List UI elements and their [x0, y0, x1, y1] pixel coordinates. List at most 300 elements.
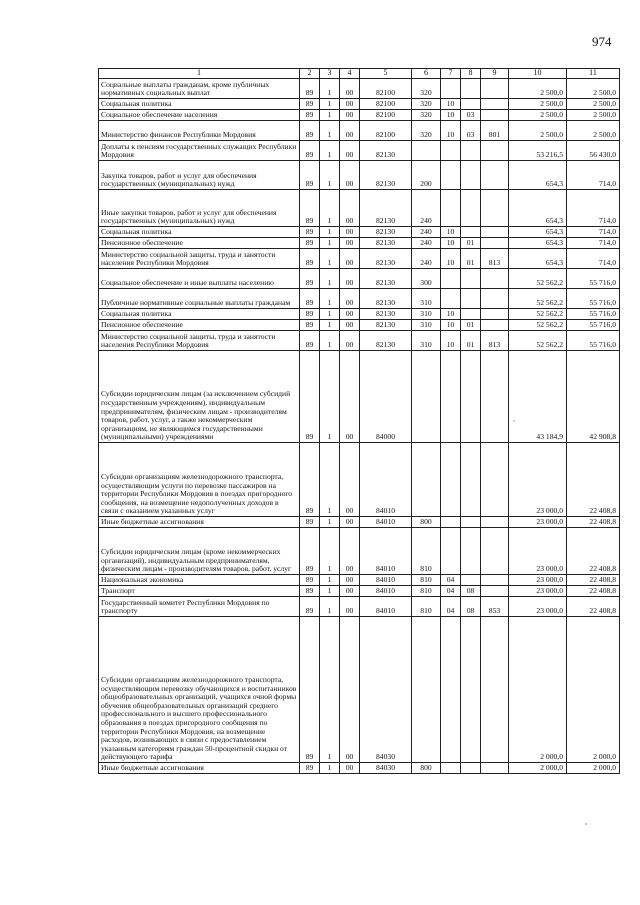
cell-col-4: 00 [340, 227, 360, 238]
cell-col-9 [481, 517, 509, 528]
cell-col-9 [481, 99, 509, 110]
cell-col-9 [481, 79, 509, 99]
cell-col-8 [461, 575, 481, 586]
cell-col-11: 22 408,8 [567, 517, 620, 528]
cell-col-7: 10 [441, 99, 461, 110]
cell-col-8 [461, 269, 481, 289]
cell-name: Социальные выплаты гражданам, кроме публичных нормативных социальных выплат [99, 79, 300, 99]
cell-col-6: 810 [412, 575, 441, 586]
cell-col-4: 00 [340, 763, 360, 774]
cell-col-2: 89 [300, 517, 320, 528]
cell-col-10: 23 000,0 [509, 443, 567, 517]
cell-col-10: 2 500,0 [509, 79, 567, 99]
cell-col-8 [461, 190, 481, 227]
table-row [99, 351, 620, 443]
cell-col-5: 82130 [360, 249, 412, 269]
cell-col-10: 52 562,2 [509, 269, 567, 289]
cell-col-2: 89 [300, 763, 320, 774]
cell-col-11: 714,0 [567, 190, 620, 227]
table-row [99, 227, 620, 238]
table-row [99, 121, 620, 141]
cell-col-7: 04 [441, 597, 461, 617]
cell-col-6 [412, 351, 441, 443]
cell-name: Министерство финансов Республики Мордовия [99, 121, 300, 141]
cell-col-11: 22 408,8 [567, 586, 620, 597]
cell-col-9 [481, 161, 509, 190]
header-cell: 5 [360, 69, 412, 79]
cell-col-9 [481, 575, 509, 586]
cell-col-4: 00 [340, 121, 360, 141]
cell-col-7 [441, 763, 461, 774]
cell-col-3: 1 [320, 269, 340, 289]
cell-col-10: 23 000,0 [509, 517, 567, 528]
cell-col-2: 89 [300, 320, 320, 331]
cell-col-3: 1 [320, 141, 340, 161]
cell-col-7 [441, 351, 461, 443]
cell-col-7 [441, 79, 461, 99]
cell-col-2: 89 [300, 617, 320, 763]
cell-col-8 [461, 528, 481, 575]
cell-col-9 [481, 320, 509, 331]
cell-name: Государственный комитет Республики Мордовия по транспорту [99, 597, 300, 617]
cell-col-7: 10 [441, 227, 461, 238]
scan-speck [585, 823, 587, 825]
cell-col-5: 82100 [360, 110, 412, 121]
header-cell: 1 [99, 69, 300, 79]
cell-col-5: 82130 [360, 190, 412, 227]
cell-col-8: 03 [461, 121, 481, 141]
cell-col-8 [461, 763, 481, 774]
cell-name: Министерство социальной защиты, труда и занятости населения Республики Мордовия [99, 331, 300, 351]
cell-col-7: 10 [441, 249, 461, 269]
cell-col-11: 2 500,0 [567, 79, 620, 99]
cell-col-8 [461, 99, 481, 110]
cell-col-6: 810 [412, 597, 441, 617]
cell-col-4: 00 [340, 320, 360, 331]
cell-col-9: 853 [481, 597, 509, 617]
cell-col-4: 00 [340, 249, 360, 269]
table-row [99, 190, 620, 227]
cell-col-11: 55 716,0 [567, 320, 620, 331]
cell-col-9: 801 [481, 121, 509, 141]
cell-col-4: 00 [340, 110, 360, 121]
cell-col-8: 01 [461, 320, 481, 331]
cell-col-5: 82130 [360, 141, 412, 161]
cell-col-10: 654,3 [509, 238, 567, 249]
cell-col-9 [481, 586, 509, 597]
cell-col-11: 56 430,0 [567, 141, 620, 161]
cell-col-4: 00 [340, 238, 360, 249]
cell-name: Иные бюджетные ассигнования [99, 763, 300, 774]
header-cell: 8 [461, 69, 481, 79]
cell-col-5: 82100 [360, 99, 412, 110]
cell-name: Субсидии организациям железнодорожного транспорта, осуществляющим услуги по перевозке пассажиров на территории Республики Мордовия в поездах пригородного сообщения, на возмещение недополученных доходов в связи с оказанием указанных услуг [99, 443, 300, 517]
cell-col-6 [412, 443, 441, 517]
cell-name: Социальная политика [99, 99, 300, 110]
cell-col-5: 82130 [360, 309, 412, 320]
cell-col-5: 84010 [360, 586, 412, 597]
cell-col-2: 89 [300, 597, 320, 617]
cell-col-3: 1 [320, 517, 340, 528]
table-row [99, 161, 620, 190]
cell-col-5: 82100 [360, 121, 412, 141]
cell-col-10: 43 184,9 [509, 351, 567, 443]
table-row [99, 238, 620, 249]
table-row [99, 617, 620, 763]
cell-col-3: 1 [320, 586, 340, 597]
table-row [99, 517, 620, 528]
cell-col-4: 00 [340, 597, 360, 617]
cell-col-5: 82100 [360, 79, 412, 99]
cell-col-4: 00 [340, 331, 360, 351]
cell-col-6 [412, 141, 441, 161]
cell-col-11: 42 908,8 [567, 351, 620, 443]
cell-col-11: 2 500,0 [567, 121, 620, 141]
cell-col-5: 84010 [360, 517, 412, 528]
cell-col-7 [441, 141, 461, 161]
cell-col-6: 240 [412, 249, 441, 269]
table-row [99, 289, 620, 309]
table-row [99, 528, 620, 575]
cell-col-3: 1 [320, 289, 340, 309]
cell-col-8 [461, 289, 481, 309]
cell-col-11: 55 716,0 [567, 309, 620, 320]
cell-col-7 [441, 190, 461, 227]
cell-col-3: 1 [320, 249, 340, 269]
cell-col-8 [461, 227, 481, 238]
cell-col-3: 1 [320, 320, 340, 331]
cell-name: Субсидии юридическим лицам (кроме некоммерческих организаций), индивидуальным предпринимателям, физическим лицам - производителям товаров, работ, услуг [99, 528, 300, 575]
cell-col-6: 320 [412, 121, 441, 141]
cell-col-3: 1 [320, 351, 340, 443]
cell-col-8 [461, 309, 481, 320]
cell-col-7 [441, 443, 461, 517]
cell-col-2: 89 [300, 586, 320, 597]
cell-col-2: 89 [300, 121, 320, 141]
cell-col-7: 04 [441, 586, 461, 597]
cell-col-11: 55 716,0 [567, 269, 620, 289]
cell-col-2: 89 [300, 249, 320, 269]
cell-col-5: 82130 [360, 331, 412, 351]
cell-col-7: 10 [441, 331, 461, 351]
cell-name: Транспорт [99, 586, 300, 597]
cell-col-2: 89 [300, 575, 320, 586]
cell-col-11: 22 408,8 [567, 528, 620, 575]
cell-col-4: 00 [340, 269, 360, 289]
cell-name: Субсидии юридическим лицам (за исключением субсидий государственным учреждениям), индивидуальным предпринимателям, физическим лицам - производителям товаров, работ, услуг, а также некоммерческим организациям, не являющимся государственными (муниципальными) учреждениями [99, 351, 300, 443]
cell-col-5: 84010 [360, 528, 412, 575]
cell-col-5: 84010 [360, 575, 412, 586]
cell-col-8 [461, 517, 481, 528]
cell-col-9: 813 [481, 331, 509, 351]
cell-col-11: 714,0 [567, 161, 620, 190]
cell-col-6: 310 [412, 289, 441, 309]
cell-col-4: 00 [340, 79, 360, 99]
cell-col-7: 10 [441, 320, 461, 331]
cell-name: Социальное обеспечение и иные выплаты населению [99, 269, 300, 289]
cell-col-6: 810 [412, 528, 441, 575]
cell-col-10: 2 500,0 [509, 110, 567, 121]
cell-col-9 [481, 617, 509, 763]
cell-col-9 [481, 190, 509, 227]
cell-col-8: 08 [461, 586, 481, 597]
cell-col-5: 84030 [360, 763, 412, 774]
cell-col-4: 00 [340, 443, 360, 517]
cell-name: Пенсионное обеспечение [99, 238, 300, 249]
table-row [99, 249, 620, 269]
cell-name: Субсидии организациям железнодорожного транспорта, осуществляющим перевозку обучающихся и воспитанников общеобразовательных организаций, учащихся очной формы обучения общеобразовательных организаций среднего профессионального и высшего профессионального образования в поездах пригородного сообщения по территории Республики Мордовия, на возмещение расходов, возникающих в связи с предоставлением указанным категориям граждан 50-процентной скидки от действующего тарифа [99, 617, 300, 763]
cell-col-5: 82130 [360, 320, 412, 331]
cell-col-8 [461, 141, 481, 161]
cell-col-8 [461, 79, 481, 99]
table-row [99, 269, 620, 289]
cell-col-4: 00 [340, 99, 360, 110]
cell-col-5: 82130 [360, 289, 412, 309]
cell-col-4: 00 [340, 289, 360, 309]
cell-col-3: 1 [320, 309, 340, 320]
cell-name: Социальная политика [99, 227, 300, 238]
cell-col-2: 89 [300, 227, 320, 238]
table-row [99, 597, 620, 617]
cell-col-7: 10 [441, 309, 461, 320]
cell-col-10: 23 000,0 [509, 575, 567, 586]
cell-col-4: 00 [340, 617, 360, 763]
cell-name: Социальное обеспечение населения [99, 110, 300, 121]
cell-col-6: 320 [412, 79, 441, 99]
table-row [99, 575, 620, 586]
cell-col-9 [481, 110, 509, 121]
cell-col-6: 800 [412, 763, 441, 774]
table-row [99, 110, 620, 121]
cell-col-4: 00 [340, 517, 360, 528]
cell-col-9: 813 [481, 249, 509, 269]
header-cell: 10 [509, 69, 567, 79]
cell-col-11: 2 000,0 [567, 617, 620, 763]
cell-col-5: 84010 [360, 443, 412, 517]
cell-col-8 [461, 161, 481, 190]
cell-col-5: 82130 [360, 269, 412, 289]
cell-col-2: 89 [300, 331, 320, 351]
cell-col-9 [481, 141, 509, 161]
cell-col-2: 89 [300, 161, 320, 190]
cell-name: Министерство социальной защиты, труда и занятости населения Республики Мордовия [99, 249, 300, 269]
cell-col-3: 1 [320, 227, 340, 238]
cell-col-11: 2 500,0 [567, 99, 620, 110]
cell-col-3: 1 [320, 763, 340, 774]
cell-col-2: 89 [300, 99, 320, 110]
cell-col-2: 89 [300, 190, 320, 227]
cell-col-11: 55 716,0 [567, 289, 620, 309]
cell-col-2: 89 [300, 309, 320, 320]
cell-col-11: 22 408,8 [567, 575, 620, 586]
cell-col-9 [481, 269, 509, 289]
cell-col-10: 2 000,0 [509, 763, 567, 774]
header-cell: 2 [300, 69, 320, 79]
table-row [99, 586, 620, 597]
cell-col-3: 1 [320, 121, 340, 141]
cell-col-9 [481, 289, 509, 309]
cell-col-2: 89 [300, 289, 320, 309]
cell-col-7 [441, 269, 461, 289]
cell-col-7 [441, 617, 461, 763]
cell-col-2: 89 [300, 238, 320, 249]
cell-col-7: 10 [441, 238, 461, 249]
cell-col-5: 82130 [360, 238, 412, 249]
cell-col-6: 240 [412, 227, 441, 238]
cell-col-3: 1 [320, 190, 340, 227]
cell-col-8: 01 [461, 331, 481, 351]
header-cell: 7 [441, 69, 461, 79]
cell-col-6: 310 [412, 309, 441, 320]
cell-col-2: 89 [300, 79, 320, 99]
cell-col-10: 2 500,0 [509, 99, 567, 110]
table-row [99, 443, 620, 517]
cell-col-3: 1 [320, 597, 340, 617]
scan-speck [513, 420, 515, 422]
table-row [99, 320, 620, 331]
cell-name: Социальная политика [99, 309, 300, 320]
cell-col-11: 714,0 [567, 249, 620, 269]
cell-col-6: 240 [412, 238, 441, 249]
page-number: 974 [592, 34, 612, 49]
cell-col-2: 89 [300, 110, 320, 121]
cell-col-10: 52 562,2 [509, 289, 567, 309]
cell-col-7: 04 [441, 575, 461, 586]
cell-col-3: 1 [320, 79, 340, 99]
cell-col-3: 1 [320, 99, 340, 110]
cell-col-2: 89 [300, 443, 320, 517]
cell-col-10: 52 562,2 [509, 309, 567, 320]
cell-col-9 [481, 227, 509, 238]
cell-col-4: 00 [340, 575, 360, 586]
cell-col-3: 1 [320, 528, 340, 575]
cell-name: Иные закупки товаров, работ и услуг для обеспечения государственных (муниципальных) нужд [99, 190, 300, 227]
cell-col-10: 654,3 [509, 161, 567, 190]
cell-col-5: 84030 [360, 617, 412, 763]
cell-col-10: 654,3 [509, 249, 567, 269]
cell-col-4: 00 [340, 586, 360, 597]
cell-col-7: 10 [441, 121, 461, 141]
table-row [99, 763, 620, 774]
cell-col-6: 310 [412, 320, 441, 331]
cell-col-7: 10 [441, 110, 461, 121]
cell-col-3: 1 [320, 331, 340, 351]
cell-col-2: 89 [300, 141, 320, 161]
budget-table [98, 68, 620, 774]
cell-name: Иные бюджетные ассигнования [99, 517, 300, 528]
cell-col-8: 08 [461, 597, 481, 617]
cell-col-8: 01 [461, 249, 481, 269]
cell-name: Публичные нормативные социальные выплаты гражданам [99, 289, 300, 309]
header-row [99, 69, 620, 79]
cell-col-8: 03 [461, 110, 481, 121]
cell-col-10: 654,3 [509, 227, 567, 238]
header-cell: 9 [481, 69, 509, 79]
cell-col-7 [441, 528, 461, 575]
cell-col-9 [481, 528, 509, 575]
table-row [99, 141, 620, 161]
cell-col-10: 52 562,2 [509, 331, 567, 351]
cell-col-6: 240 [412, 190, 441, 227]
cell-col-6: 200 [412, 161, 441, 190]
cell-col-10: 23 000,0 [509, 528, 567, 575]
cell-col-9 [481, 351, 509, 443]
cell-col-2: 89 [300, 269, 320, 289]
cell-col-4: 00 [340, 141, 360, 161]
cell-col-4: 00 [340, 528, 360, 575]
cell-name: Доплаты к пенсиям государственных служащих Республики Мордовия [99, 141, 300, 161]
cell-col-10: 23 000,0 [509, 597, 567, 617]
cell-col-10: 52 562,2 [509, 320, 567, 331]
cell-col-11: 2 500,0 [567, 110, 620, 121]
cell-col-3: 1 [320, 443, 340, 517]
cell-col-6: 320 [412, 110, 441, 121]
cell-col-8 [461, 351, 481, 443]
cell-col-4: 00 [340, 161, 360, 190]
cell-col-2: 89 [300, 528, 320, 575]
table-row [99, 99, 620, 110]
cell-col-3: 1 [320, 161, 340, 190]
header-cell: 6 [412, 69, 441, 79]
cell-col-7 [441, 517, 461, 528]
cell-col-8: 01 [461, 238, 481, 249]
cell-col-6: 310 [412, 331, 441, 351]
cell-col-8 [461, 617, 481, 763]
cell-col-11: 22 408,8 [567, 443, 620, 517]
cell-col-5: 82130 [360, 227, 412, 238]
cell-col-5: 82130 [360, 161, 412, 190]
cell-col-9 [481, 443, 509, 517]
cell-col-6: 300 [412, 269, 441, 289]
cell-name: Закупка товаров, работ и услуг для обеспечения государственных (муниципальных) нужд [99, 161, 300, 190]
cell-col-4: 00 [340, 309, 360, 320]
header-cell: 11 [567, 69, 620, 79]
cell-col-11: 55 716,0 [567, 331, 620, 351]
cell-col-9 [481, 763, 509, 774]
cell-col-7 [441, 161, 461, 190]
cell-name: Национальная экономика [99, 575, 300, 586]
cell-col-7 [441, 289, 461, 309]
cell-col-11: 714,0 [567, 227, 620, 238]
table-row [99, 79, 620, 99]
cell-col-3: 1 [320, 238, 340, 249]
cell-col-3: 1 [320, 575, 340, 586]
table-row [99, 309, 620, 320]
cell-name: Пенсионное обеспечение [99, 320, 300, 331]
cell-col-9 [481, 238, 509, 249]
cell-col-4: 00 [340, 351, 360, 443]
cell-col-2: 89 [300, 351, 320, 443]
cell-col-10: 23 000,0 [509, 586, 567, 597]
cell-col-6: 800 [412, 517, 441, 528]
cell-col-6: 810 [412, 586, 441, 597]
cell-col-11: 2 000,0 [567, 763, 620, 774]
cell-col-3: 1 [320, 617, 340, 763]
header-cell: 3 [320, 69, 340, 79]
cell-col-9 [481, 309, 509, 320]
cell-col-8 [461, 443, 481, 517]
cell-col-11: 22 408,8 [567, 597, 620, 617]
cell-col-10: 53 216,5 [509, 141, 567, 161]
cell-col-3: 1 [320, 110, 340, 121]
cell-col-5: 84010 [360, 597, 412, 617]
cell-col-10: 2 500,0 [509, 121, 567, 141]
table-row [99, 331, 620, 351]
header-cell: 4 [340, 69, 360, 79]
cell-col-6: 320 [412, 99, 441, 110]
cell-col-6 [412, 617, 441, 763]
cell-col-4: 00 [340, 190, 360, 227]
